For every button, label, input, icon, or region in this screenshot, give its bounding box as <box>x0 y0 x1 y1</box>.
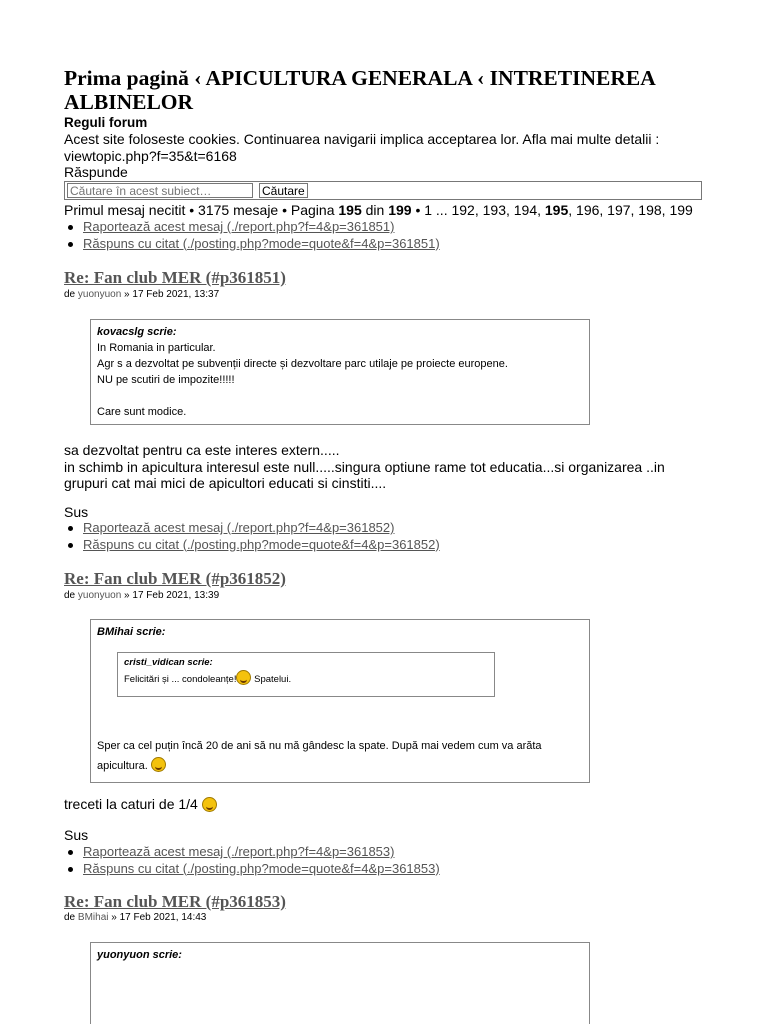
quote-line-text: Sper ca cel puțin încă 20 de ani să nu mă gândesc la spate. După mai vedem cum va arăta apicultura. <box>97 740 542 772</box>
page-title-breadcrumb[interactable]: Prima pagină ‹ APICULTURA GENERALA ‹ INTRETINEREA ALBINELOR <box>64 66 655 114</box>
post-date: » 17 Feb 2021, 13:37 <box>121 289 220 300</box>
list-item <box>66 861 440 878</box>
quote-line: In Romania in particular. <box>97 342 216 354</box>
post-actions-top <box>66 219 440 252</box>
list-item <box>66 236 440 253</box>
post-actions <box>66 520 440 553</box>
post-actions <box>66 844 440 877</box>
post-body <box>64 442 704 492</box>
post-title[interactable]: Re: Fan club MER (#p361853) <box>64 892 286 911</box>
reply-link[interactable]: Răspunde <box>64 164 128 180</box>
post-date: » 17 Feb 2021, 14:43 <box>108 912 207 923</box>
pagination-of: din <box>361 202 389 218</box>
post-text-line: in schimb in apicultura interesul este null.....singura optiune rame tot educatia...si organizarea ..in grupuri cat mai mici de apicultori educati si cinstiti.... <box>64 458 665 491</box>
list-item <box>66 219 440 236</box>
quote-reply-link[interactable]: Răspuns cu citat (./posting.php?mode=quote&f=4&p=361851) <box>83 235 440 251</box>
meta-prefix: de <box>64 590 78 601</box>
current-page: 195 <box>338 202 362 218</box>
nested-quote-text: Felicitări și ... condoleanțe! <box>124 674 237 685</box>
meta-prefix: de <box>64 912 78 923</box>
laughing-smiley-icon <box>236 670 251 685</box>
cookie-notice: Acest site foloseste cookies. Continuarea navigarii implica acceptarea lor. Afla mai multe detalii : viewtopic.php?f=35&t=6168 <box>64 131 660 164</box>
post-author[interactable]: yuonyuon <box>77 590 122 601</box>
current-page-number: 195 <box>544 202 569 218</box>
quote-block <box>90 942 590 1024</box>
post-author[interactable]: yuonyuon <box>77 289 122 300</box>
post-author[interactable]: BMihai <box>77 912 109 923</box>
post-meta <box>64 289 219 300</box>
pagination-bar <box>64 202 693 219</box>
quote-line <box>97 736 583 776</box>
topic-search-input[interactable] <box>67 183 253 198</box>
post-meta <box>64 912 206 923</box>
nested-quote-text-end: Spatelui. <box>251 674 292 685</box>
forum-rules-link[interactable]: Reguli forum <box>64 115 148 130</box>
laughing-smiley-icon <box>202 797 217 812</box>
report-post-link[interactable]: Raportează acest mesaj (./report.php?f=4&p=361853) <box>83 844 395 859</box>
quote-line: NU pe scutiri de impozite!!!!! <box>97 374 235 386</box>
pagination-prefix[interactable]: Primul mesaj necitit • 3175 mesaje • Pagina <box>64 202 339 218</box>
search-button[interactable]: Căutare <box>259 183 308 198</box>
post-meta <box>64 590 219 601</box>
topic-search-bar <box>64 181 702 200</box>
quote-line: Agr s a dezvoltat pe subvenții directe și dezvoltare parc utilaje pe proiecte europene. <box>97 358 508 370</box>
post-text-line: sa dezvoltat pentru ca este interes extern..... <box>64 442 340 458</box>
pagination-pages-next[interactable]: , 196, 197, 198, 199 <box>568 202 693 218</box>
quote-line: Care sunt modice. <box>97 406 187 418</box>
list-item <box>66 844 440 861</box>
pagination-pages[interactable]: • 1 ... 192, 193, 194, <box>411 202 545 218</box>
nested-quote-author: cristi_vidican scrie: <box>124 657 213 668</box>
meta-prefix: de <box>64 289 78 300</box>
post-title[interactable]: Re: Fan club MER (#p361852) <box>64 569 286 588</box>
nested-quote-block <box>117 652 495 697</box>
quote-reply-link[interactable]: Răspuns cu citat (./posting.php?mode=quote&f=4&p=361852) <box>83 536 440 552</box>
report-post-link[interactable]: Raportează acest mesaj (./report.php?f=4&p=361851) <box>83 219 395 234</box>
post-title[interactable]: Re: Fan club MER (#p361851) <box>64 268 286 287</box>
back-to-top-link[interactable]: Sus <box>64 827 89 843</box>
back-to-top-link[interactable]: Sus <box>64 504 89 520</box>
post-date: » 17 Feb 2021, 13:39 <box>121 590 220 601</box>
wink-smiley-icon <box>151 757 166 772</box>
report-post-link[interactable]: Raportează acest mesaj (./report.php?f=4&p=361852) <box>83 520 395 535</box>
post-body <box>64 796 704 813</box>
quote-block <box>90 319 590 425</box>
quote-author: yuonyuon scrie: <box>97 949 182 961</box>
quote-author: BMihai scrie: <box>97 626 166 638</box>
quote-reply-link[interactable]: Răspuns cu citat (./posting.php?mode=quote&f=4&p=361853) <box>83 860 440 876</box>
total-pages: 199 <box>388 202 412 218</box>
quote-author: kovacslg scrie: <box>97 326 177 338</box>
quote-block <box>90 619 590 783</box>
list-item <box>66 537 440 554</box>
post-text-line: treceti la caturi de 1/4 <box>64 796 198 812</box>
list-item <box>66 520 440 537</box>
